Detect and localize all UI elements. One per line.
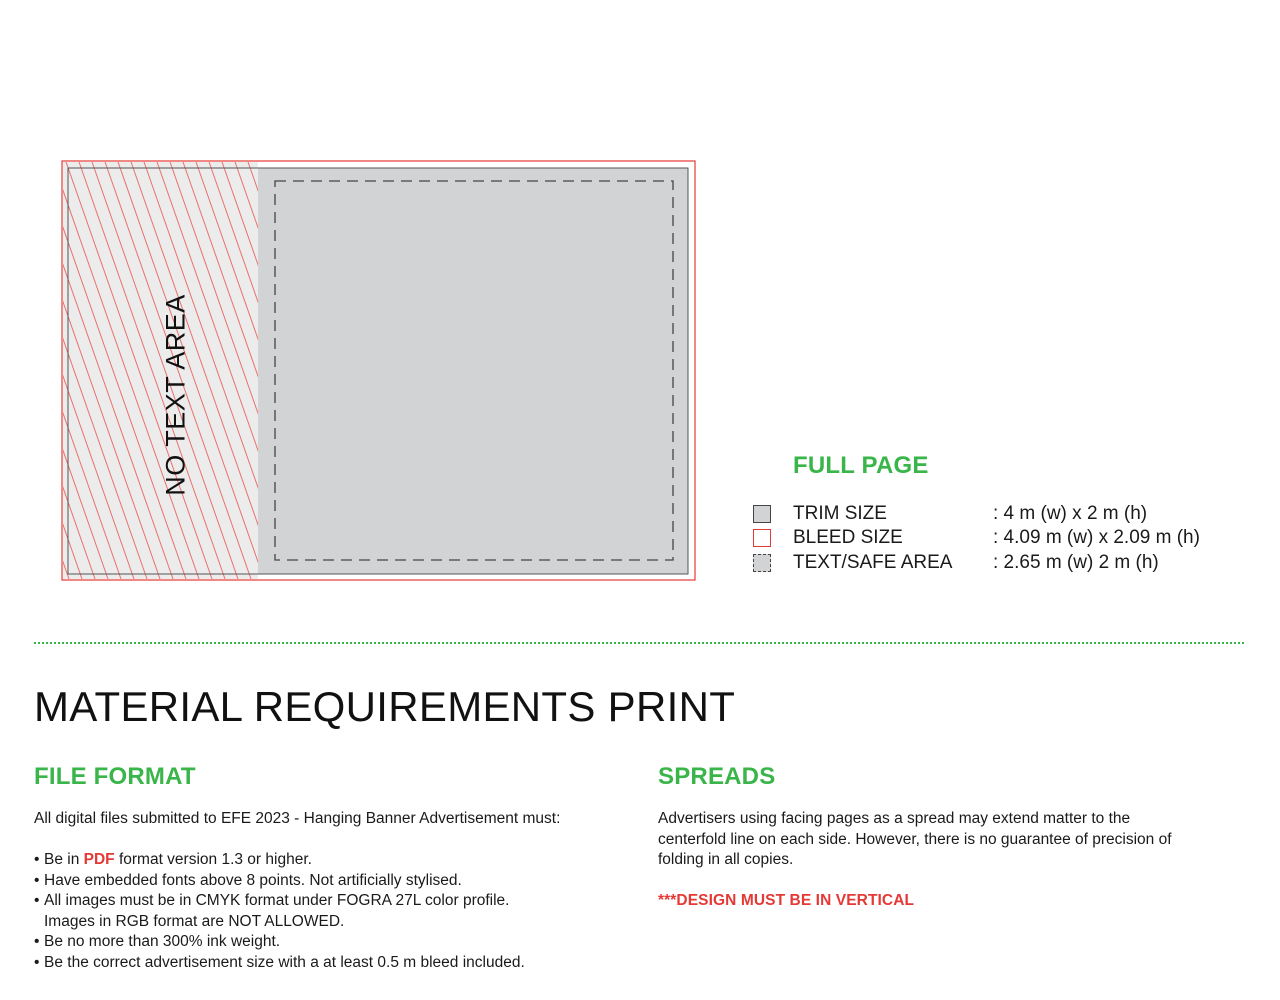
pdf-highlight: PDF <box>83 851 115 868</box>
legend-value: : 4.09 m (w) x 2.09 m (h) <box>993 527 1200 548</box>
hatch-line <box>0 162 56 579</box>
spreads-description: Advertisers using facing pages as a spread may extend matter to the centerfold line on each side. However, there is no guarantee of precision of folding in all copies. <box>658 810 1172 869</box>
full-page-title: FULL PAGE <box>793 452 929 479</box>
hatch-line <box>0 162 69 579</box>
legend-row-bleed <box>752 527 1232 551</box>
trim-size-swatch-icon <box>753 505 771 523</box>
list-item: • Be no more than 300% ink weight. <box>34 932 634 953</box>
bleed-size-swatch-icon <box>753 529 771 547</box>
no-text-area-label: NO TEXT AREA <box>160 294 191 496</box>
hatch-line <box>0 162 43 579</box>
section-divider <box>34 642 1244 644</box>
spreads-heading: SPREADS <box>658 763 776 790</box>
list-item: • Have embedded fonts above 8 points. Not artificially stylised. <box>34 871 634 892</box>
legend-value: : 4 m (w) x 2 m (h) <box>993 503 1148 524</box>
legend-value: : 2.65 m (w) 2 m (h) <box>993 552 1159 573</box>
page-title: MATERIAL REQUIREMENTS PRINT <box>34 683 736 730</box>
banner-layout-diagram <box>0 0 720 600</box>
trim-size-area <box>258 168 688 574</box>
legend-label: TRIM SIZE <box>793 503 887 524</box>
list-item: • Be the correct advertisement size with a at least 0.5 m bleed included. <box>34 953 634 974</box>
legend-label: BLEED SIZE <box>793 527 903 548</box>
legend-row-trim <box>752 503 1232 527</box>
list-item: • All images must be in CMYK format under FOGRA 27L color profile. Images in RGB format are NOT ALLOWED. <box>34 891 634 932</box>
file-format-requirements-list <box>34 850 634 974</box>
vertical-design-note: ***DESIGN MUST BE IN VERTICAL <box>658 892 915 909</box>
legend-row-safe <box>752 552 1232 576</box>
list-item: • Be in PDF format version 1.3 or higher. <box>34 850 634 871</box>
safe-area-swatch-icon <box>753 554 771 572</box>
legend-label: TEXT/SAFE AREA <box>793 552 953 573</box>
file-format-intro: All digital files submitted to EFE 2023 - Hanging Banner Advertisement must: <box>34 810 561 827</box>
file-format-heading: FILE FORMAT <box>34 763 196 790</box>
